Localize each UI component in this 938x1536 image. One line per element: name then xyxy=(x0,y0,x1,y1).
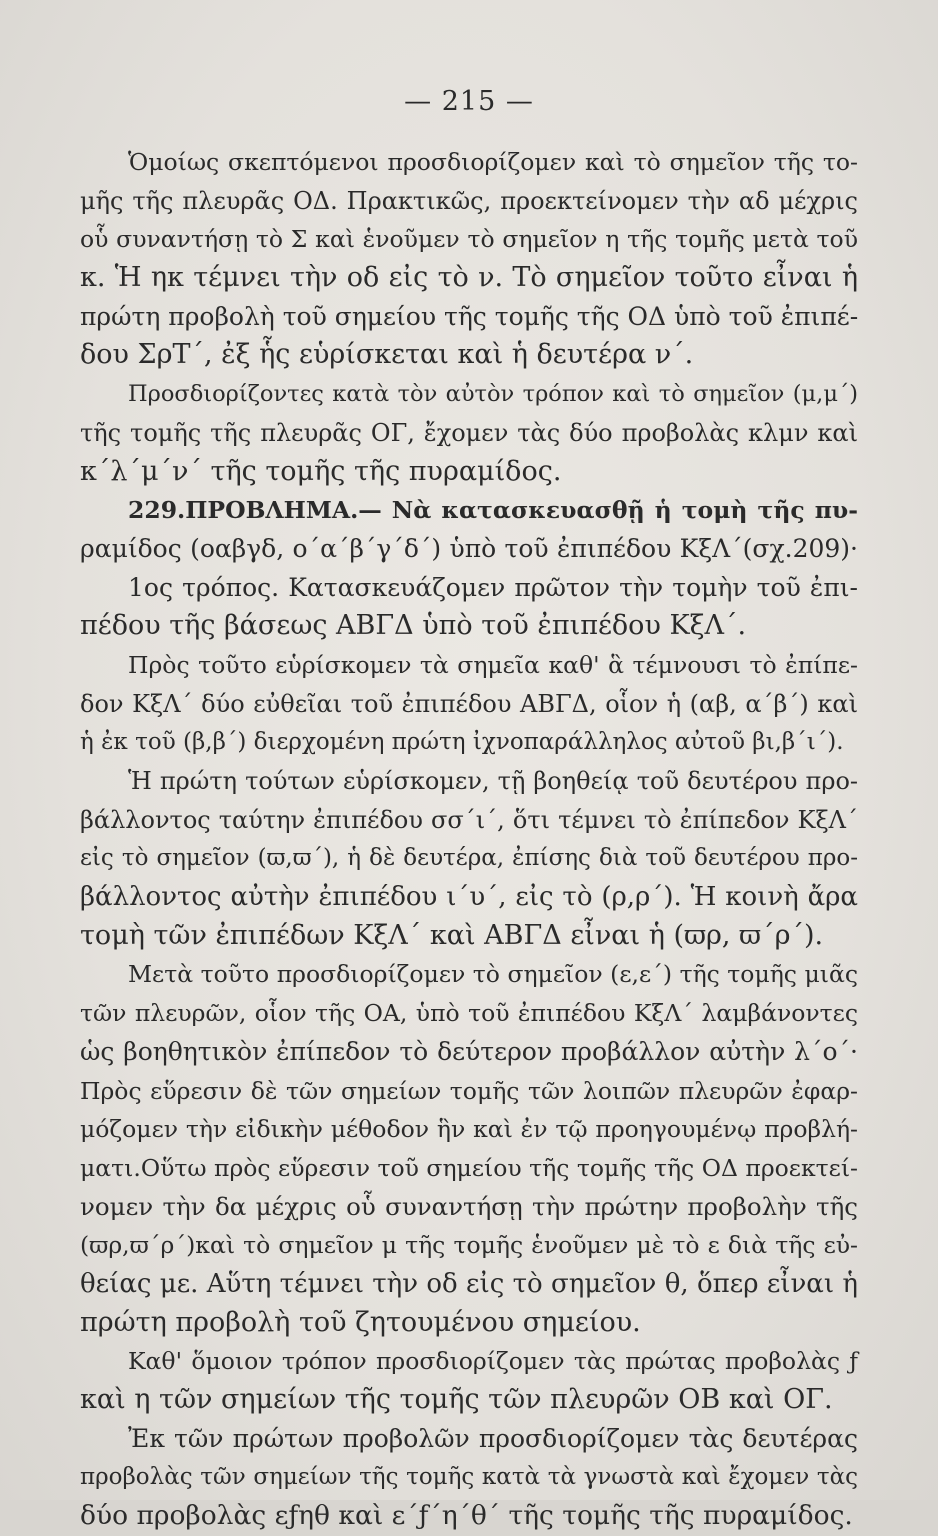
text-line: 1ος τρόπος. Κατασκευάζομεν πρῶτον τὴν τομὴν τοῦ ἐπι- xyxy=(128,572,858,602)
text-line: μῆς τῆς πλευρᾶς ΟΔ. Πρακτικῶς, προεκτείνομεν τὴν αδ μέχρις xyxy=(80,186,858,215)
text-line: ματι.Οὕτω πρὸς εὕρεσιν τοῦ σημείου τῆς τομῆς τῆς ΟΔ προεκτεί- xyxy=(80,1153,858,1182)
text-line: δον ΚξΛ΄ δύο εὐθεῖαι τοῦ ἐπιπέδου ΑΒΓΔ, οἷον ἡ (αβ, α΄β΄) καὶ xyxy=(80,689,858,718)
text-line: Προσδιορίζοντες κατὰ τὸν αὐτὸν τρόπον καὶ τὸ σημεῖον (μ,μ΄) xyxy=(128,381,858,408)
text-line: ἡ ἐκ τοῦ (β,β΄) διερχομένη πρώτη ἰχνοπαράλληλος αὐτοῦ βι,β΄ι΄). xyxy=(80,729,844,756)
text-line: πέδου τῆς βάσεως ΑΒΓΔ ὑπὸ τοῦ ἐπιπέδου ΚξΛ΄. xyxy=(80,610,747,642)
text-line: Ὁμοίως σκεπτόμενοι προσδιορίζομεν καὶ τὸ σημεῖον τῆς το- xyxy=(128,148,858,176)
text-line: τῶν πλευρῶν, οἷον τῆς ΟΑ, ὑπὸ τοῦ ἐπιπέδου ΚξΛ΄ λαμβάνοντες xyxy=(80,999,858,1028)
text-line: 229.ΠΡΟΒΛΗΜΑ.— Νὰ κατασκευασθῇ ἡ τομὴ τῆς πυ- xyxy=(128,496,858,525)
text-line: Πρὸς τοῦτο εὑρίσκομεν τὰ σημεῖα καθ' ἃ τέμνουσι τὸ ἐπίπε- xyxy=(128,650,858,679)
text-line: καὶ η τῶν σημείων τῆς τομῆς τῶν πλευρῶν ΟΒ καὶ ΟΓ. xyxy=(80,1384,833,1415)
text-line: τῆς τομῆς τῆς πλευρᾶς ΟΓ, ἔχομεν τὰς δύο προβολὰς κλμν καὶ xyxy=(80,418,858,447)
text-line: δύο προβολὰς εƒηθ καὶ ε΄ƒ΄η΄θ΄ τῆς τομῆς τῆς πυραμίδος. xyxy=(80,1500,853,1532)
text-line: δου ΣρΤ΄, ἐξ ἧς εὑρίσκεται καὶ ἡ δευτέρα ν΄. xyxy=(80,339,694,371)
text-line: πρώτη προβολὴ τοῦ σημείου τῆς τομῆς τῆς ΟΔ ὑπὸ τοῦ ἐπιπέ- xyxy=(80,301,859,331)
text-line: (ϖρ,ϖ΄ρ΄)καὶ τὸ σημεῖον μ τῆς τομῆς ἑνοῦμεν μὲ τὸ ε διὰ τῆς εὐ- xyxy=(80,1231,858,1260)
text-line: κ. Ἡ ηκ τέμνει τὴν οδ εἰς τὸ ν. Τὸ σημεῖον τοῦτο εἶναι ἡ xyxy=(80,262,858,294)
text-line: Πρὸς εὕρεσιν δὲ τῶν σημείων τομῆς τῶν λοιπῶν πλευρῶν ἐφαρ- xyxy=(80,1076,858,1105)
text-line: κ΄λ΄μ΄ν΄ τῆς τομῆς τῆς πυραμίδος. xyxy=(80,455,562,487)
text-line: θείας με. Αὕτη τέμνει τὴν οδ εἰς τὸ σημεῖον θ, ὅπερ εἶναι ἡ xyxy=(80,1268,858,1299)
text-line: βάλλοντος αὐτὴν ἐπιπέδου ι΄υ΄, εἰς τὸ (ρ,ρ΄). Ἡ κοινὴ ἄρα xyxy=(80,882,858,913)
body-text xyxy=(80,143,858,1536)
text-line: οὗ συναντήσῃ τὸ Σ καὶ ἑνοῦμεν τὸ σημεῖον η τῆς τομῆς μετὰ τοῦ xyxy=(80,225,858,254)
text-line: προβολὰς τῶν σημείων τῆς τομῆς κατὰ τὰ γνωστὰ καὶ ἔχομεν τὰς xyxy=(80,1464,858,1491)
text-line: μόζομεν τὴν εἰδικὴν μέθοδον ἣν καὶ ἐν τῷ προηγουμένῳ προβλή- xyxy=(80,1115,858,1144)
text-line: βάλλοντος ταύτην ἐπιπέδου σσ΄ι΄, ὅτι τέμνει τὸ ἐπίπεδον ΚξΛ΄ xyxy=(80,805,858,834)
text-line: νομεν τὴν δα μέχρις οὗ συναντήσῃ τὴν πρώτην προβολὴν τῆς xyxy=(80,1191,858,1221)
text-line: Ἡ πρώτη τούτων εὑρίσκομεν, τῇ βοηθείᾳ τοῦ δευτέρου προ- xyxy=(128,767,858,795)
text-line: Καθ' ὅμοιον τρόπον προσδιορίζομεν τὰς πρώτας προβολὰς ƒ xyxy=(128,1347,858,1376)
text-line: εἰς τὸ σημεῖον (ϖ,ϖ΄), ἡ δὲ δευτέρα, ἐπίσης διὰ τοῦ δευτέρου προ- xyxy=(80,845,858,872)
text-line: Ἐκ τῶν πρώτων προβολῶν προσδιορίζομεν τὰς δευτέρας xyxy=(128,1423,858,1453)
text-line: τομὴ τῶν ἐπιπέδων ΚξΛ΄ καὶ ΑΒΓΔ εἶναι ἡ (ϖρ, ϖ΄ρ΄). xyxy=(80,919,824,951)
text-line: ὡς βοηθητικὸν ἐπίπεδον τὸ δεύτερον προβάλλον αὐτὴν λ΄ο΄· xyxy=(80,1036,858,1066)
page-number: — 215 — xyxy=(404,86,534,117)
text-line: ραμίδος (οαβγδ, ο΄α΄β΄γ΄δ΄) ὑπὸ τοῦ ἐπιπέδου ΚξΛ΄(σχ.209)· xyxy=(80,533,858,563)
text-line: Μετὰ τοῦτο προσδιορίζομεν τὸ σημεῖον (ε,ε΄) τῆς τομῆς μιᾶς xyxy=(128,960,858,989)
text-line: πρώτη προβολὴ τοῦ ζητουμένου σημείου. xyxy=(80,1306,641,1338)
